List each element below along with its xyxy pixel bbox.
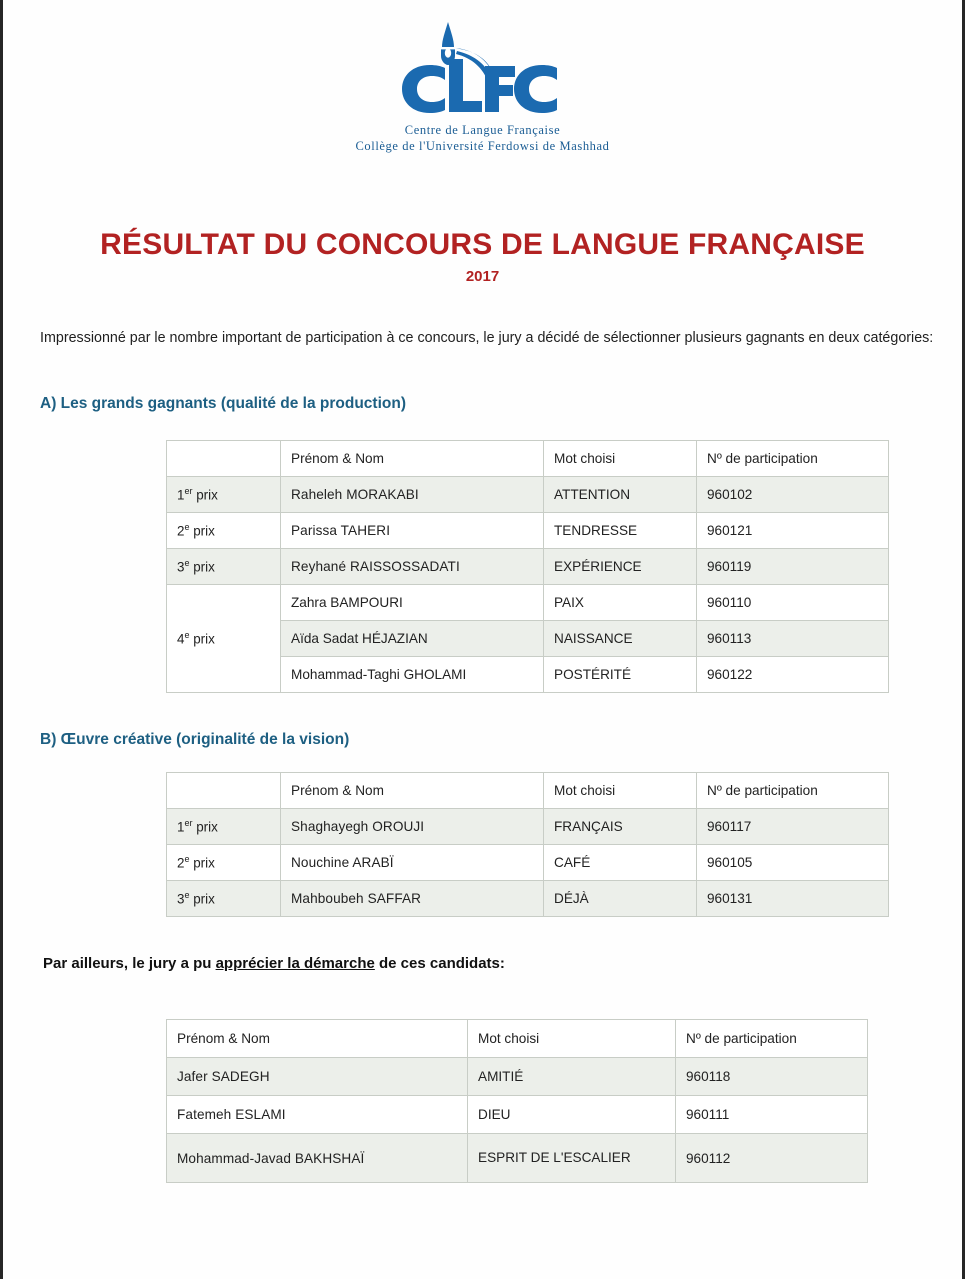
- rank-word: prix: [192, 819, 218, 835]
- rank-word: prix: [189, 855, 215, 871]
- rank-ordinal-suffix: er: [184, 818, 193, 829]
- cell-word: TENDRESSE: [544, 513, 697, 549]
- column-header-word: Mot choisi: [544, 441, 697, 477]
- cell-name: Fatemeh ESLAMI: [167, 1096, 468, 1134]
- section-a-heading: A) Les grands gagnants (qualité de la production): [40, 395, 406, 412]
- column-header-name: Prénom & Nom: [281, 773, 544, 809]
- column-header-rank: [167, 441, 281, 477]
- cell-number: 960111: [676, 1096, 868, 1134]
- table-row: [167, 1058, 868, 1096]
- table-row: [167, 513, 889, 549]
- table-header-row: [167, 1020, 868, 1058]
- rank-ordinal-suffix: e: [184, 854, 190, 865]
- column-header-name: Prénom & Nom: [281, 441, 544, 477]
- rank-number: 2: [177, 523, 185, 539]
- table-row: [167, 549, 889, 585]
- rank-number: 4: [177, 631, 185, 647]
- cell-word: FRANÇAIS: [544, 809, 697, 845]
- cell-word: AMITIÉ: [468, 1058, 676, 1096]
- logo-subtitle-line-1: Centre de Langue Française: [404, 123, 561, 137]
- table-row: [167, 477, 889, 513]
- cell-name: Shaghayegh OROUJI: [281, 809, 544, 845]
- cell-number: 960131: [697, 881, 889, 917]
- rank-ordinal-suffix: e: [184, 522, 190, 533]
- cell-word: CAFÉ: [544, 845, 697, 881]
- cell-name: Nouchine ARABÏ: [281, 845, 544, 881]
- cell-number: 960110: [697, 585, 889, 621]
- note-underlined-text: apprécier la démarche: [215, 955, 375, 972]
- cell-name: Zahra BAMPOURI: [281, 585, 544, 621]
- rank-number: 3: [177, 891, 185, 907]
- table-row: [167, 585, 889, 621]
- cell-word: PAIX: [544, 585, 697, 621]
- cell-number: 960102: [697, 477, 889, 513]
- cell-rank: [167, 845, 281, 881]
- rank-ordinal-suffix: e: [184, 890, 190, 901]
- jury-appreciation-note: [43, 955, 505, 972]
- cell-rank-merged: [167, 585, 281, 693]
- clfc-logo-icon: [390, 18, 575, 123]
- cell-number: 960118: [676, 1058, 868, 1096]
- table-row: [167, 1096, 868, 1134]
- page-title-year: 2017: [465, 268, 500, 285]
- table-header-row: [167, 441, 889, 477]
- section-b-heading: B) Œuvre créative (originalité de la vision): [40, 731, 350, 748]
- rank-word: prix: [189, 891, 215, 907]
- cell-word: EXPÉRIENCE: [544, 549, 697, 585]
- rank-ordinal-suffix: e: [184, 630, 190, 641]
- cell-name: Mohammad-Taghi GHOLAMI: [281, 657, 544, 693]
- cell-number: 960117: [697, 809, 889, 845]
- rank-word: prix: [192, 487, 218, 503]
- cell-name: Mohammad-Javad BAKHSHAÏ: [167, 1134, 468, 1183]
- column-header-rank: [167, 773, 281, 809]
- rank-ordinal-suffix: er: [184, 486, 193, 497]
- column-header-name: Prénom & Nom: [167, 1020, 468, 1058]
- rank-number: 1: [177, 819, 185, 835]
- table-oeuvre-creative: [166, 772, 889, 917]
- note-prefix: Par ailleurs, le jury a pu: [43, 955, 216, 972]
- cell-name: Parissa TAHERI: [281, 513, 544, 549]
- column-header-word: Mot choisi: [468, 1020, 676, 1058]
- rank-number: 2: [177, 855, 185, 871]
- cell-name: Aïda Sadat HÉJAZIAN: [281, 621, 544, 657]
- cell-name: Reyhané RAISSOSSADATI: [281, 549, 544, 585]
- cell-rank: [167, 881, 281, 917]
- rank-ordinal-suffix: e: [184, 558, 190, 569]
- cell-word: DIEU: [468, 1096, 676, 1134]
- cell-rank: [167, 477, 281, 513]
- logo-subtitle-line-2: Collège de l'Université Ferdowsi de Mashhad: [355, 138, 610, 153]
- rank-word: prix: [189, 523, 215, 539]
- table-appreciation-demarche: [166, 1019, 868, 1183]
- cell-number: 960112: [676, 1134, 868, 1183]
- organization-logo-block: [3, 18, 962, 154]
- cell-name: Mahboubeh SAFFAR: [281, 881, 544, 917]
- table-row: [167, 809, 889, 845]
- rank-number: 3: [177, 559, 185, 575]
- cell-word: ESPRIT DE L'ESCALIER: [468, 1134, 676, 1183]
- cell-rank: [167, 809, 281, 845]
- column-header-number: Nº de participation: [676, 1020, 868, 1058]
- column-header-word: Mot choisi: [544, 773, 697, 809]
- rank-word: prix: [189, 559, 215, 575]
- cell-rank: [167, 549, 281, 585]
- cell-word: POSTÉRITÉ: [544, 657, 697, 693]
- cell-word: DÉJÀ: [544, 881, 697, 917]
- column-header-number: Nº de participation: [697, 441, 889, 477]
- cell-name: Raheleh MORAKABI: [281, 477, 544, 513]
- cell-number: 960105: [697, 845, 889, 881]
- cell-rank: [167, 513, 281, 549]
- table-row: [167, 1134, 868, 1183]
- cell-number: 960121: [697, 513, 889, 549]
- table-row: [167, 845, 889, 881]
- cell-name: Jafer SADEGH: [167, 1058, 468, 1096]
- table-row: [167, 881, 889, 917]
- column-header-number: Nº de participation: [697, 773, 889, 809]
- rank-number: 1: [177, 487, 185, 503]
- table-grands-gagnants: [166, 440, 889, 693]
- cell-word: NAISSANCE: [544, 621, 697, 657]
- intro-paragraph: Impressionné par le nombre important de participation à ce concours, le jury a décidé de sélectionner plusieurs gagnants en deux catégories:: [40, 330, 934, 346]
- page-title: RÉSULTAT DU CONCOURS DE LANGUE FRANÇAISE: [100, 228, 865, 261]
- table-header-row: [167, 773, 889, 809]
- cell-number: 960119: [697, 549, 889, 585]
- rank-word: prix: [189, 631, 215, 647]
- note-suffix: de ces candidats:: [374, 955, 505, 972]
- cell-number: 960113: [697, 621, 889, 657]
- cell-number: 960122: [697, 657, 889, 693]
- cell-word: ATTENTION: [544, 477, 697, 513]
- page-content-area: [3, 0, 962, 1279]
